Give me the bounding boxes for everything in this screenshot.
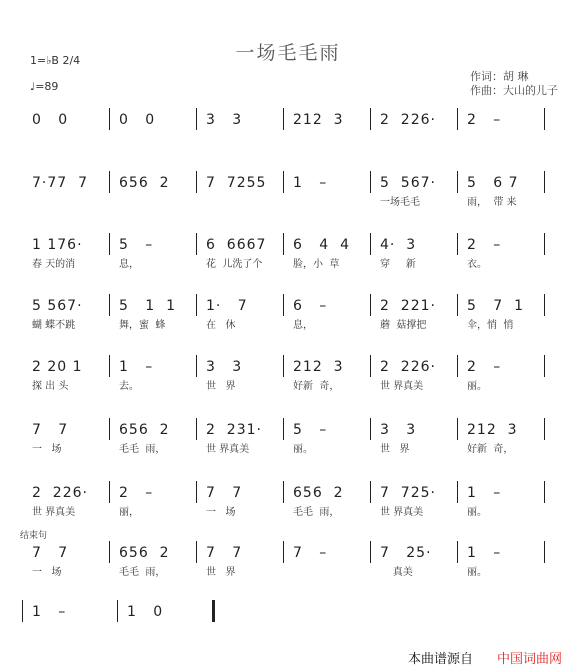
- barline: [196, 418, 197, 440]
- measure-notes: 5 7 1: [467, 298, 524, 314]
- measure-notes: 7 7: [206, 545, 243, 561]
- lyric-text: 去。: [119, 381, 139, 392]
- lyric-text: 春 天的消: [32, 259, 76, 270]
- measure-notes: 7 725·: [380, 485, 436, 501]
- measure-notes: 1· 7: [206, 298, 248, 314]
- barline: [109, 294, 110, 316]
- lyric-text: 世 界: [206, 381, 236, 392]
- measure-notes: 7 25·: [380, 545, 432, 561]
- barline: [109, 418, 110, 440]
- lyric-text: 毛毛 雨，: [119, 567, 166, 578]
- measure-notes: 1 –: [119, 359, 154, 375]
- barline: [370, 233, 371, 255]
- barline: [283, 108, 284, 130]
- measure-notes: 2 20 1: [32, 359, 83, 375]
- barline: [544, 355, 545, 377]
- barline: [196, 541, 197, 563]
- measure-notes: 0 0: [32, 112, 69, 128]
- measure-notes: 1 176·: [32, 237, 83, 253]
- barline: [544, 294, 545, 316]
- barline: [457, 294, 458, 316]
- barline: [109, 355, 110, 377]
- lyric-text: 世 界真美: [380, 507, 424, 518]
- measure-notes: 2 –: [119, 485, 154, 501]
- barline: [544, 418, 545, 440]
- lyric-text: 在 休: [206, 320, 236, 331]
- barline: [212, 600, 215, 622]
- lyric-text: 毛毛 雨，: [119, 444, 166, 455]
- barline: [457, 355, 458, 377]
- phrase-label: 结束句: [20, 531, 48, 541]
- measure-notes: 5 567·: [380, 175, 436, 191]
- measure-notes: 7 7: [206, 485, 243, 501]
- lyric-text: 丽。: [467, 567, 487, 578]
- measure-notes: 1 0: [127, 604, 164, 620]
- measure-notes: 2 226·: [32, 485, 88, 501]
- lyric-text: 丽。: [467, 507, 487, 518]
- barline: [283, 481, 284, 503]
- lyric-text: 丽。: [293, 444, 313, 455]
- barline: [370, 481, 371, 503]
- measure-notes: 3 3: [206, 359, 243, 375]
- lyric-text: 丽，: [119, 507, 139, 518]
- measure-notes: 5 6 7: [467, 175, 519, 191]
- measure-notes: 7 7: [32, 422, 69, 438]
- lyric-text: 世 界真美: [206, 444, 250, 455]
- barline: [544, 541, 545, 563]
- barline: [283, 541, 284, 563]
- lyric-text: 世 界真美: [380, 381, 424, 392]
- lyric-text: 探 出 头: [32, 381, 69, 392]
- barline: [544, 481, 545, 503]
- measure-notes: 656 2: [119, 422, 170, 438]
- lyric-text: 舞，蜜 蜂: [119, 320, 166, 331]
- lyric-text: 一 场: [206, 507, 236, 518]
- barline: [196, 171, 197, 193]
- measure-notes: 5 –: [293, 422, 328, 438]
- barline: [544, 108, 545, 130]
- footer-site: 中国词曲网: [497, 652, 563, 667]
- barline: [196, 108, 197, 130]
- measure-notes: 656 2: [119, 175, 170, 191]
- lyric-text: 好新 奇，: [293, 381, 340, 392]
- measure-notes: 7 –: [293, 545, 328, 561]
- barline: [109, 171, 110, 193]
- lyric-text: 蝴 蝶不跳: [32, 320, 76, 331]
- measure-notes: 7 7255: [206, 175, 267, 191]
- measure-notes: 1 –: [467, 545, 502, 561]
- measure-notes: 2 226·: [380, 359, 436, 375]
- lyric-text: 世 界真美: [32, 507, 76, 518]
- barline: [196, 233, 197, 255]
- lyric-text: 毛毛 雨，: [293, 507, 340, 518]
- key-signature: 1=♭B 2/4: [30, 54, 81, 67]
- lyric-text: 伞，悄 悄: [467, 320, 514, 331]
- lyric-text: 一场毛毛: [380, 197, 420, 208]
- tempo-marking: ♩=89: [30, 80, 59, 93]
- measure-notes: 2 231·: [206, 422, 262, 438]
- barline: [457, 108, 458, 130]
- barline: [109, 108, 110, 130]
- measure-notes: 2 226·: [380, 112, 436, 128]
- measure-notes: 1 –: [32, 604, 67, 620]
- barline: [370, 171, 371, 193]
- lyric-text: 息，: [293, 320, 313, 331]
- measure-notes: 212 3: [293, 112, 344, 128]
- barline: [457, 418, 458, 440]
- lyric-text: 花 儿洗了个: [206, 259, 263, 270]
- measure-notes: 5 1 1: [119, 298, 176, 314]
- measure-notes: 5 567·: [32, 298, 83, 314]
- measure-notes: 1 –: [467, 485, 502, 501]
- measure-notes: 656 2: [293, 485, 344, 501]
- page-title: 一场毛毛雨: [235, 42, 341, 64]
- barline: [457, 171, 458, 193]
- barline: [283, 418, 284, 440]
- lyric-text: 雨， 带 来: [467, 197, 517, 208]
- measure-notes: 2 –: [467, 112, 502, 128]
- measure-notes: 656 2: [119, 545, 170, 561]
- lyric-text: 脸，小 草: [293, 259, 340, 270]
- measure-notes: 2 –: [467, 359, 502, 375]
- measure-notes: 6 –: [293, 298, 328, 314]
- measure-notes: 212 3: [467, 422, 518, 438]
- barline: [457, 233, 458, 255]
- lyric-text: 好新 奇，: [467, 444, 514, 455]
- lyric-text: 一 场: [32, 567, 62, 578]
- barline: [283, 171, 284, 193]
- barline: [117, 600, 118, 622]
- measure-notes: 4· 3: [380, 237, 417, 253]
- measure-notes: 3 3: [380, 422, 417, 438]
- composer-credit: 作曲：大山的儿子: [470, 84, 558, 97]
- barline: [283, 294, 284, 316]
- barline: [283, 355, 284, 377]
- lyric-text: 衣。: [467, 259, 487, 270]
- barline: [370, 294, 371, 316]
- measure-notes: 3 3: [206, 112, 243, 128]
- lyric-text: 世 界: [380, 444, 410, 455]
- measure-notes: 212 3: [293, 359, 344, 375]
- barline: [196, 481, 197, 503]
- barline: [370, 418, 371, 440]
- lyric-text: 蘑 菇撑把: [380, 320, 427, 331]
- barline: [109, 481, 110, 503]
- barline: [196, 294, 197, 316]
- lyric-text: 一 场: [32, 444, 62, 455]
- barline: [370, 541, 371, 563]
- measure-notes: 2 221·: [380, 298, 436, 314]
- measure-notes: 6 6667: [206, 237, 267, 253]
- footer-source: 本曲谱源自: [408, 652, 474, 667]
- lyric-text: 真美: [380, 567, 413, 578]
- barline: [370, 355, 371, 377]
- lyricist-credit: 作词：胡 琳: [470, 70, 529, 83]
- lyric-text: 穿 新: [380, 259, 416, 270]
- barline: [109, 541, 110, 563]
- barline: [370, 108, 371, 130]
- barline: [544, 171, 545, 193]
- measure-notes: 1 –: [293, 175, 328, 191]
- measure-notes: 5 –: [119, 237, 154, 253]
- barline: [283, 233, 284, 255]
- barline: [109, 233, 110, 255]
- measure-notes: 7·77 7: [32, 175, 88, 191]
- measure-notes: 7 7: [32, 545, 69, 561]
- lyric-text: 息，: [119, 259, 139, 270]
- measure-notes: 2 –: [467, 237, 502, 253]
- lyric-text: 丽。: [467, 381, 487, 392]
- lyric-text: 世 界: [206, 567, 236, 578]
- barline: [457, 481, 458, 503]
- barline: [544, 233, 545, 255]
- barline: [196, 355, 197, 377]
- measure-notes: 0 0: [119, 112, 156, 128]
- barline: [457, 541, 458, 563]
- barline: [22, 600, 23, 622]
- measure-notes: 6 4 4: [293, 237, 350, 253]
